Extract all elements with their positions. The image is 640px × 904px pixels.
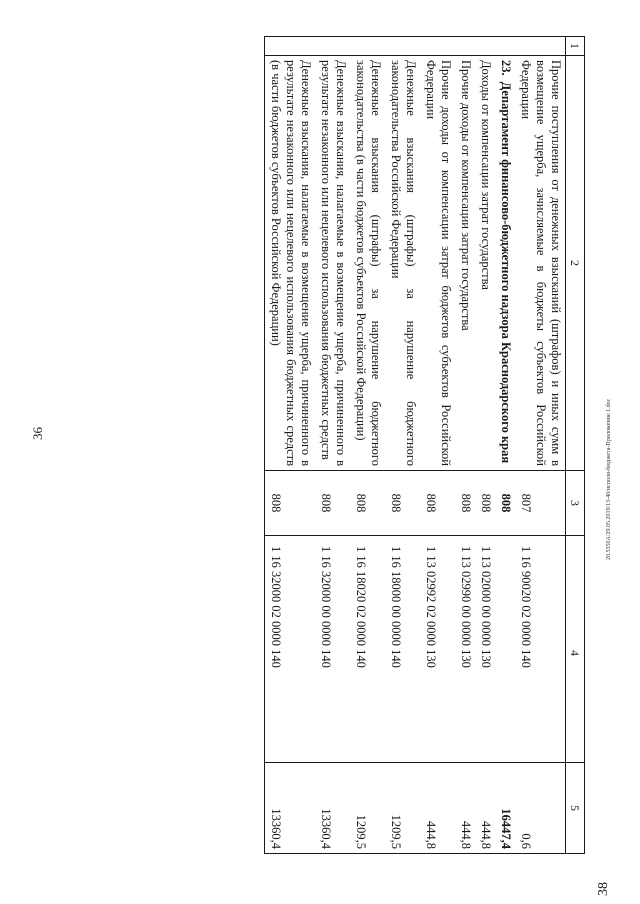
header-col-1: 1	[565, 37, 584, 56]
row-name: Прочие доходы от компенсации затрат бюджетов субъектов Российской Федерации	[420, 56, 455, 471]
table-row	[385, 37, 420, 854]
row-amount: 13360,4	[264, 763, 315, 854]
department-name: Департамент финансово-бюджетного надзора Краснодарского края	[498, 81, 513, 464]
row-name: Доходы от компенсации затрат государства	[475, 56, 495, 471]
row-revenue-code: 1 13 02000 00 0000 130	[475, 536, 495, 763]
table-row	[315, 37, 350, 854]
row-admin-code: 808	[475, 471, 495, 536]
table-row	[264, 37, 315, 854]
table-row	[515, 37, 566, 854]
row-revenue-code: 1 16 18020 02 0000 140	[350, 536, 385, 763]
row-admin-code: 808	[315, 471, 350, 536]
table-row	[475, 37, 495, 854]
row-admin-code: 807	[515, 471, 566, 536]
row-amount: 0,6	[515, 763, 566, 854]
row-amount: 1209,5	[350, 763, 385, 854]
corner-page-number: 38	[596, 882, 611, 896]
row-amount: 444,8	[455, 763, 475, 854]
row-name	[495, 56, 515, 471]
row-admin-code: 808	[264, 471, 315, 536]
row-revenue-code	[495, 536, 515, 763]
budget-revenue-table	[264, 36, 585, 854]
row-number: 23.	[498, 60, 513, 76]
table-row	[350, 37, 385, 854]
header-col-5: 5	[565, 763, 584, 854]
table-row	[420, 37, 455, 854]
table-row	[455, 37, 475, 854]
row-amount: 1209,5	[385, 763, 420, 854]
table-row-department	[495, 37, 515, 854]
row-name: Денежные взыскания, налагаемые в возмещение ущерба, причиненного в результате незаконного или нецелевого использования бюджетных средств (в части бюджетов субъектов Российской Федерации)	[264, 56, 315, 471]
row-revenue-code: 1 13 02990 00 0000 130	[455, 536, 475, 763]
row-name: Денежные взыскания (штрафы) за нарушение бюджетного законодательства Российской Федерации	[385, 56, 420, 471]
row-amount: 16447,4	[495, 763, 515, 854]
page-number: 36	[30, 427, 45, 440]
row-name: Денежные взыскания, налагаемые в возмещение ущерба, причиненного в результате незаконного или нецелевого использования бюджетных средств	[315, 56, 350, 471]
row-revenue-code: 1 13 02992 02 0000 130	[420, 536, 455, 763]
header-col-2: 2	[565, 56, 584, 471]
row-admin-code: 808	[350, 471, 385, 536]
row-revenue-code: 1 16 18000 00 0000 140	[385, 536, 420, 763]
row-amount: 444,8	[475, 763, 495, 854]
header-col-4: 4	[565, 536, 584, 763]
row-amount: 13360,4	[315, 763, 350, 854]
row-admin-code: 808	[385, 471, 420, 536]
row-admin-code: 808	[455, 471, 475, 536]
row-admin-code: 808	[420, 471, 455, 536]
row-revenue-code: 1 16 32000 00 0000 140	[315, 536, 350, 763]
row-name: Прочие доходы от компенсации затрат государства	[455, 56, 475, 471]
row-revenue-code: 1 16 32000 02 0000 140	[264, 536, 315, 763]
row-name: Прочие поступления от денежных взысканий (штрафов) и иных сумм в возмещение ущерба, зачисляемые в бюджеты субъектов Российской Федерации	[515, 56, 566, 471]
table-header-row	[565, 37, 584, 854]
row-amount: 444,8	[420, 763, 455, 854]
header-col-3: 3	[565, 471, 584, 536]
row-admin-code: 808	[495, 471, 515, 536]
footer-file-path: 20.5350A/29.05.2019/13-40/исполн-бюджета-Приложение 1.doc	[606, 398, 612, 560]
rotated-table-container	[95, 36, 585, 849]
row-revenue-code: 1 16 90020 02 0000 140	[515, 536, 566, 763]
row-name: Денежные взыскания (штрафы) за нарушение бюджетного законодательства (в части бюджетов субъектов Российской Федерации)	[350, 56, 385, 471]
